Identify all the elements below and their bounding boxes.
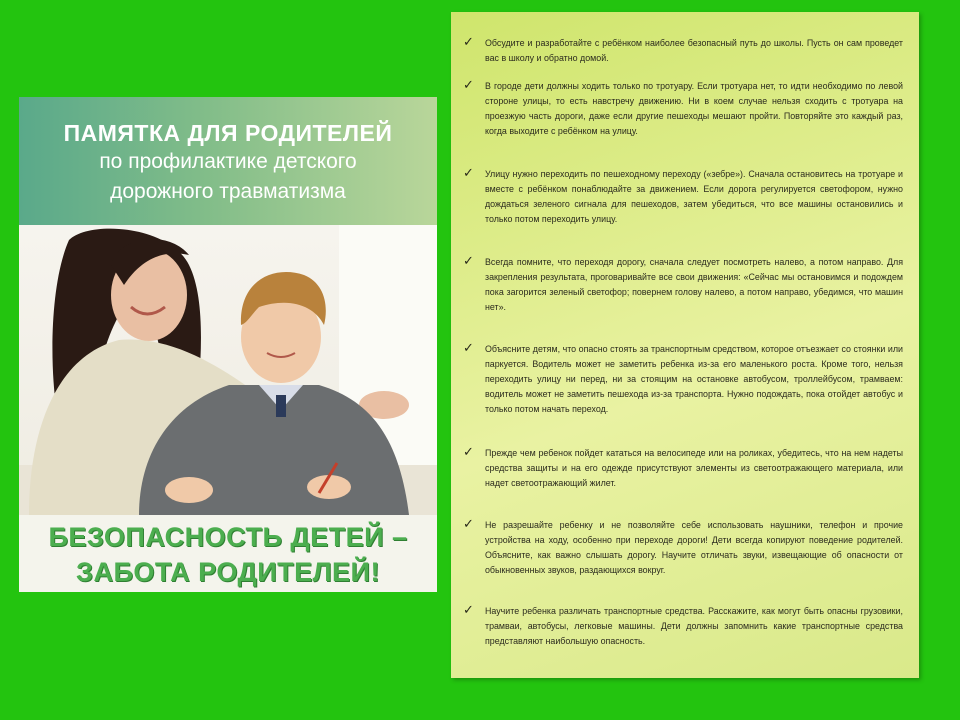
tip-text: Улицу нужно переходить по пешеходному переходу («зебре»). Сначала остановитесь на тротуаре и вместе с ребёнком понаблюдайте за движением. Если дорога регулируется светофором, нужно дождаться зеленого сигнала для пешеходов, затем убедиться, что все машины остановились и только потом переходить улицу.: [485, 169, 903, 225]
checkmark-icon: ✓: [463, 77, 474, 92]
checkmark-icon: ✓: [463, 253, 474, 268]
tip-text: Прежде чем ребенок пойдет кататься на велосипеде или на роликах, убедитесь, что на нем надеты средства защиты и на его одежде присутствуют элементы из светоотражающего материала, или надет светоотражающий жилет.: [485, 448, 903, 489]
tip-text: Обсудите и разработайте с ребёнком наиболее безопасный путь до школы. Пусть он сам проведет вас в школу и обратно домой.: [485, 38, 903, 64]
tip-item: [463, 446, 903, 491]
tip-item: [463, 255, 903, 315]
tip-item: [463, 36, 903, 66]
checkmark-icon: ✓: [463, 34, 474, 49]
tip-text: В городе дети должны ходить только по тротуару. Если тротуара нет, то идти необходимо по левой стороне улицы, то есть навстречу движению. Ни в коем случае нельзя сходить с тротуара на проезжую часть дороги, даже если другие пешеходы мешают пройти. Повторяйте это каждый раз, когда выходите с ребёнком на улицу.: [485, 81, 903, 137]
poster-subtitle-line1: по профилактике детского: [99, 150, 357, 173]
slogan-line2: ЗАБОТА РОДИТЕЛЕЙ!: [76, 557, 380, 587]
checkmark-icon: ✓: [463, 165, 474, 180]
tip-text: Всегда помните, что переходя дорогу, сначала следует посмотреть налево, а потом направо. Для закрепления результата, проговаривайте все свои движения: «Сейчас мы остановимся и подождем пока загорится зеленый светофор; повернем голову налево, а потом направо, убедимся, что машин нет».: [485, 257, 903, 313]
tip-text: Не разрешайте ребенку и не позволяйте себе использовать наушники, телефон и прочие устройства на ходу, особенно при переходе дороги! Дети всегда копируют поведение родителей. Объясните, как важно слышать дорогу. Научите отличать звуки, извещающие об опасности от обыкновенных звуков, раздающихся вокруг.: [485, 520, 903, 576]
tip-item: [463, 518, 903, 578]
poster-left-page: [19, 97, 437, 592]
checkmark-icon: ✓: [463, 340, 474, 355]
tip-item: [463, 167, 903, 227]
tip-text: Объясните детям, что опасно стоять за транспортным средством, которое отъезжает со стоянки или паркуется. Водитель может не заметить ребенка из-за его маленького роста. Кроме того, нельзя переходить улицу ни перед, ни за стоящим на остановке автобусом, троллейбусом, трамваем: водитель может не заметить пешехода из-за транспорта. Нужно подождать, пока отойдет автобус и только потом начать переход.: [485, 344, 903, 415]
tip-item: [463, 604, 903, 649]
tip-item: [463, 79, 903, 139]
poster-subtitle-line2: дорожного травматизма: [110, 180, 346, 203]
photo-illustration: [19, 225, 437, 515]
checkmark-icon: ✓: [463, 516, 474, 531]
checkmark-icon: ✓: [463, 444, 474, 459]
slogan-line1: БЕЗОПАСНОСТЬ ДЕТЕЙ –: [48, 522, 408, 552]
poster-right-page: [451, 12, 919, 678]
mother-and-son-photo: [19, 225, 437, 515]
poster-title: ПАМЯТКА ДЛЯ РОДИТЕЛЕЙ: [63, 120, 393, 146]
checkmark-icon: ✓: [463, 602, 474, 617]
tip-item: [463, 342, 903, 417]
tip-text: Научите ребенка различать транспортные средства. Расскажите, как могут быть опасны грузовики, трамваи, автобусы, легковые машины. Дети должны запомнить какие транспортные средства представляют наибольшую опасность.: [485, 606, 903, 647]
